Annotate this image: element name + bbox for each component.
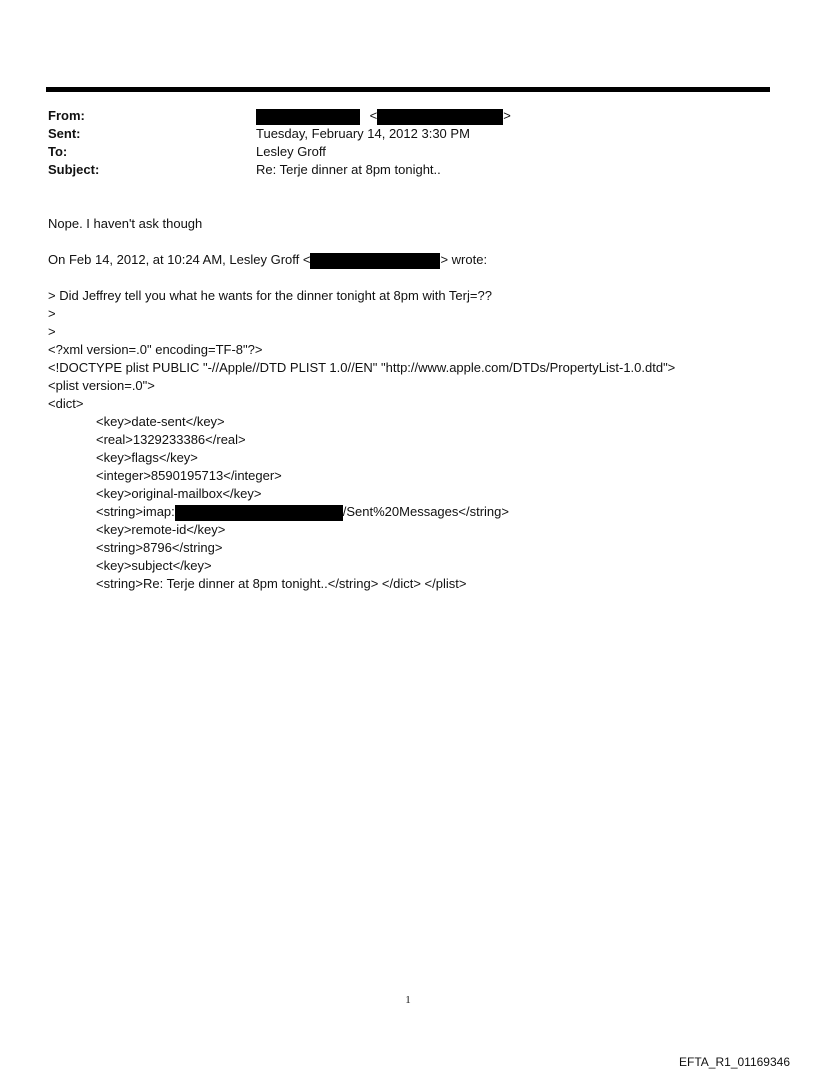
redacted-quoted-email <box>310 253 440 269</box>
from-lt: < <box>369 108 378 123</box>
plist-indented-line: <key>date-sent</key> <box>96 414 225 429</box>
subject-value: Re: Terje dinner at 8pm tonight.. <box>256 162 441 177</box>
quoted-line: > Did Jeffrey tell you what he wants for the dinner tonight at 8pm with Terj=?? <box>48 288 492 303</box>
plist-indented-line: <integer>8590195713</integer> <box>96 468 282 483</box>
quote-intro <box>48 251 487 269</box>
plist-indented-line: <key>original-mailbox</key> <box>96 486 262 501</box>
plist-indented-line: <string>Re: Terje dinner at 8pm tonight..</string> </dict> </plist> <box>96 576 467 591</box>
redacted-sender-name <box>256 109 360 125</box>
from-value <box>256 107 511 125</box>
quote-intro-before: On Feb 14, 2012, at 10:24 AM, Lesley Groff < <box>48 252 311 267</box>
from-label: From: <box>48 108 85 123</box>
plist-indented-line: <key>subject</key> <box>96 558 212 573</box>
plist-indented-line: <key>flags</key> <box>96 450 198 465</box>
redacted-mailbox <box>175 505 343 521</box>
imap-before: <string>imap: <box>96 504 175 519</box>
to-value: Lesley Groff <box>256 144 326 159</box>
page-number: 1 <box>405 994 411 1006</box>
quoted-line: > <box>48 306 56 321</box>
quote-intro-after: > wrote: <box>440 252 488 267</box>
top-rule <box>46 87 770 92</box>
plist-indented-line: <string>8796</string> <box>96 540 223 555</box>
redacted-sender-email <box>377 109 503 125</box>
imap-after: /Sent%20Messages</string> <box>342 504 509 519</box>
sent-value: Tuesday, February 14, 2012 3:30 PM <box>256 126 470 141</box>
plist-line: <plist version=.0"> <box>48 378 155 393</box>
plist-line: <!DOCTYPE plist PUBLIC "-//Apple//DTD PLIST 1.0//EN" "http://www.apple.com/DTDs/PropertyList-1.0.dtd"> <box>48 360 676 375</box>
plist-indented-line: <key>remote-id</key> <box>96 522 226 537</box>
sent-label: Sent: <box>48 126 81 141</box>
plist-indented-line: <real>1329233386</real> <box>96 432 246 447</box>
plist-line: <?xml version=.0" encoding=TF-8"?> <box>48 342 263 357</box>
document-id: EFTA_R1_01169346 <box>679 1055 790 1069</box>
subject-label: Subject: <box>48 162 100 177</box>
reply-text: Nope. I haven't ask though <box>48 216 203 231</box>
plist-line: <dict> <box>48 396 84 411</box>
plist-imap-line <box>96 503 509 521</box>
from-gt: > <box>503 108 511 123</box>
to-label: To: <box>48 144 68 159</box>
quoted-line: > <box>48 324 56 339</box>
